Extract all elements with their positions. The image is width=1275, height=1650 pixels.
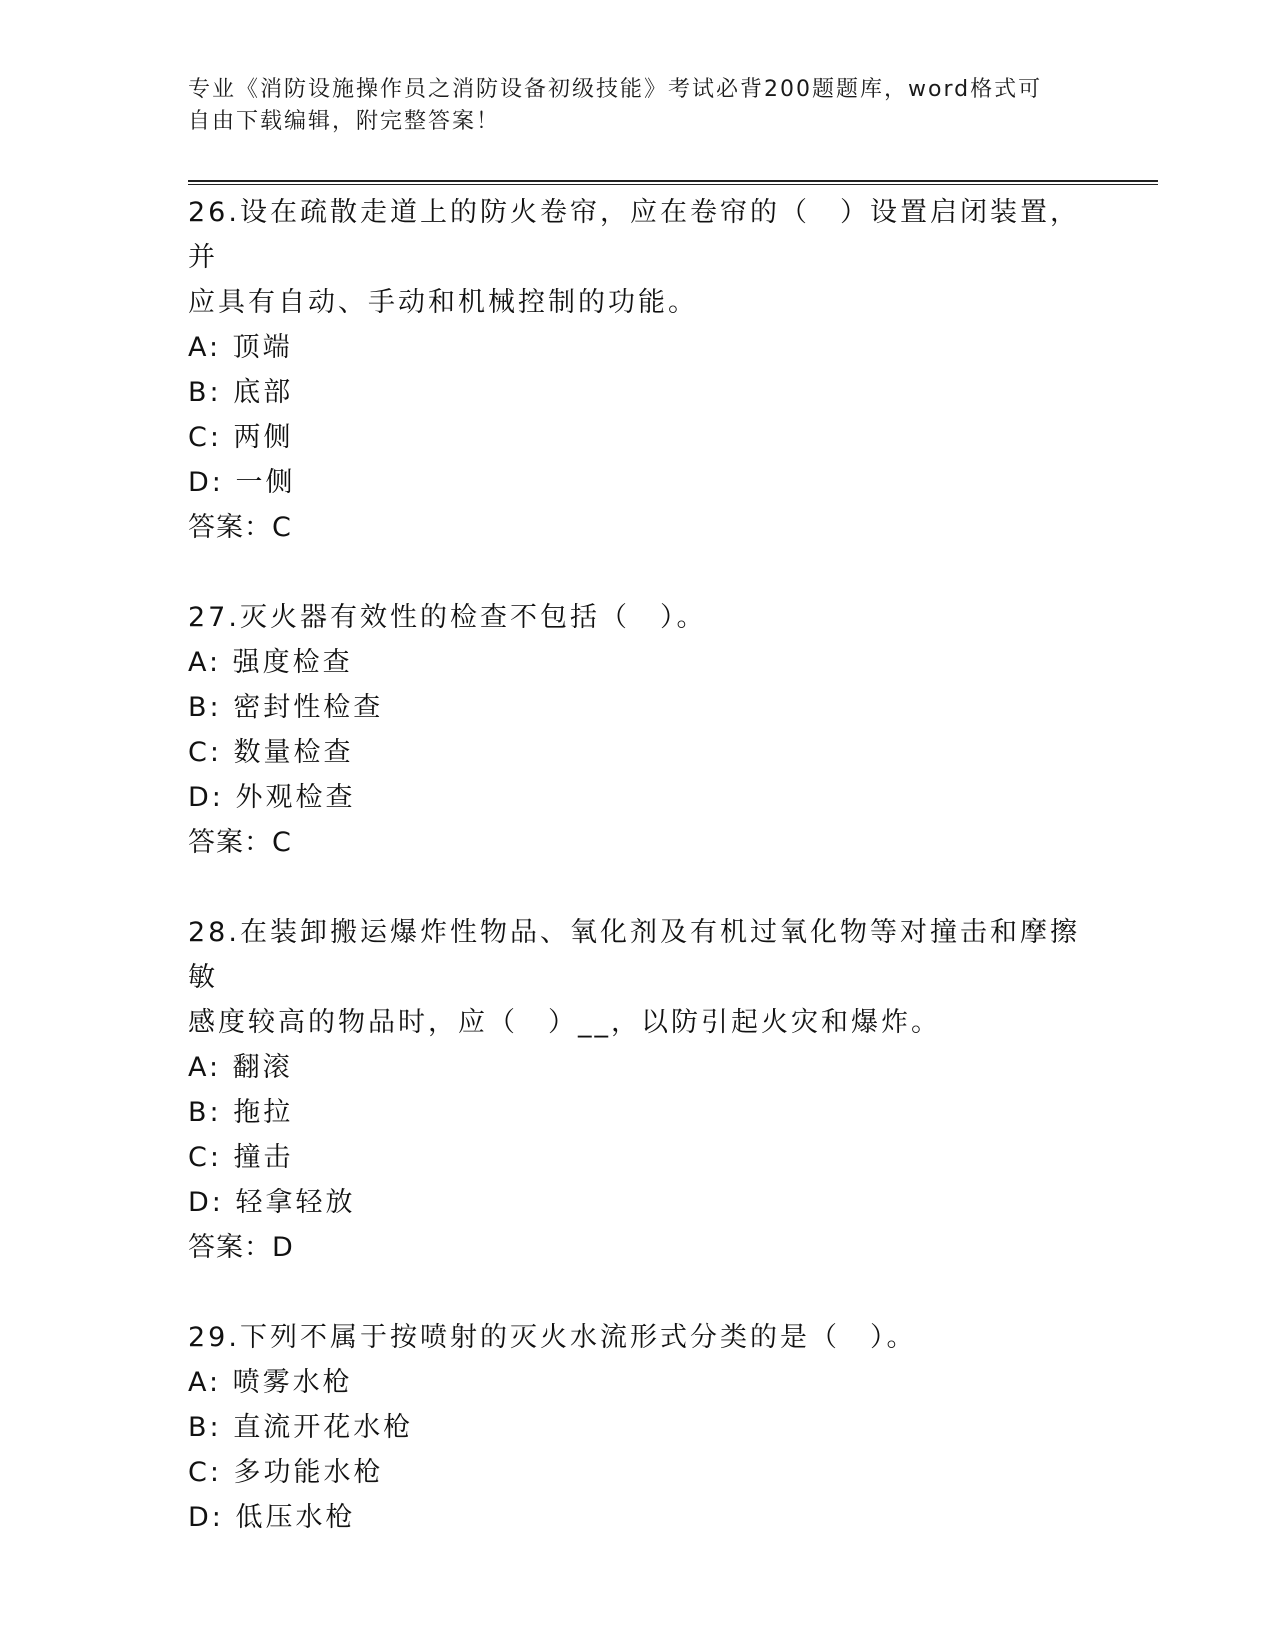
header-title-line-1: 专业《消防设施操作员之消防设备初级技能》考试必背200题题库，word格式可	[188, 77, 1043, 102]
option-b: B: 底部	[188, 377, 294, 408]
question-29	[188, 1315, 1088, 1540]
question-26	[188, 190, 1088, 550]
question-stem: 28.在装卸搬运爆炸性物品、氧化剂及有机过氧化物等对撞击和摩擦敏	[188, 917, 1080, 993]
question-stem-continued: 应具有自动、手动和机械控制的功能。	[188, 287, 698, 318]
document-header	[188, 74, 1068, 138]
option-a: A: 强度检查	[188, 647, 353, 678]
header-divider-thick	[188, 180, 1158, 182]
question-stem: 29.下列不属于按喷射的灭火水流形式分类的是（ ）。	[188, 1322, 917, 1353]
option-b: B: 拖拉	[188, 1097, 294, 1128]
option-a: A: 翻滚	[188, 1052, 293, 1083]
question-27	[188, 595, 1088, 865]
option-c: C: 数量检查	[188, 737, 354, 768]
answer-line: 答案：C	[188, 512, 292, 543]
option-d: D: 外观检查	[188, 782, 356, 813]
question-stem: 27.灭火器有效性的检查不包括（ ）。	[188, 602, 707, 633]
answer-line: 答案：C	[188, 827, 292, 858]
option-a: A: 喷雾水枪	[188, 1367, 353, 1398]
header-divider-thin	[188, 184, 1158, 185]
option-a: A: 顶端	[188, 332, 293, 363]
option-d: D: 低压水枪	[188, 1502, 356, 1533]
question-spacer	[188, 865, 1088, 910]
question-stem: 26.设在疏散走道上的防火卷帘，应在卷帘的（ ）设置启闭装置，并	[188, 197, 1080, 273]
option-c: C: 两侧	[188, 422, 294, 453]
question-stem-continued: 感度较高的物品时，应（ ）__，以防引起火灾和爆炸。	[188, 1007, 941, 1038]
question-28	[188, 910, 1088, 1270]
option-c: C: 撞击	[188, 1142, 294, 1173]
option-c: C: 多功能水枪	[188, 1457, 384, 1488]
header-title-line-2: 自由下载编辑，附完整答案！	[188, 109, 501, 134]
question-list	[188, 190, 1088, 1540]
option-b: B: 直流开花水枪	[188, 1412, 414, 1443]
option-d: D: 轻拿轻放	[188, 1187, 356, 1218]
question-spacer	[188, 550, 1088, 595]
question-spacer	[188, 1270, 1088, 1315]
option-b: B: 密封性检查	[188, 692, 384, 723]
option-d: D: 一侧	[188, 467, 296, 498]
answer-line: 答案：D	[188, 1232, 294, 1263]
